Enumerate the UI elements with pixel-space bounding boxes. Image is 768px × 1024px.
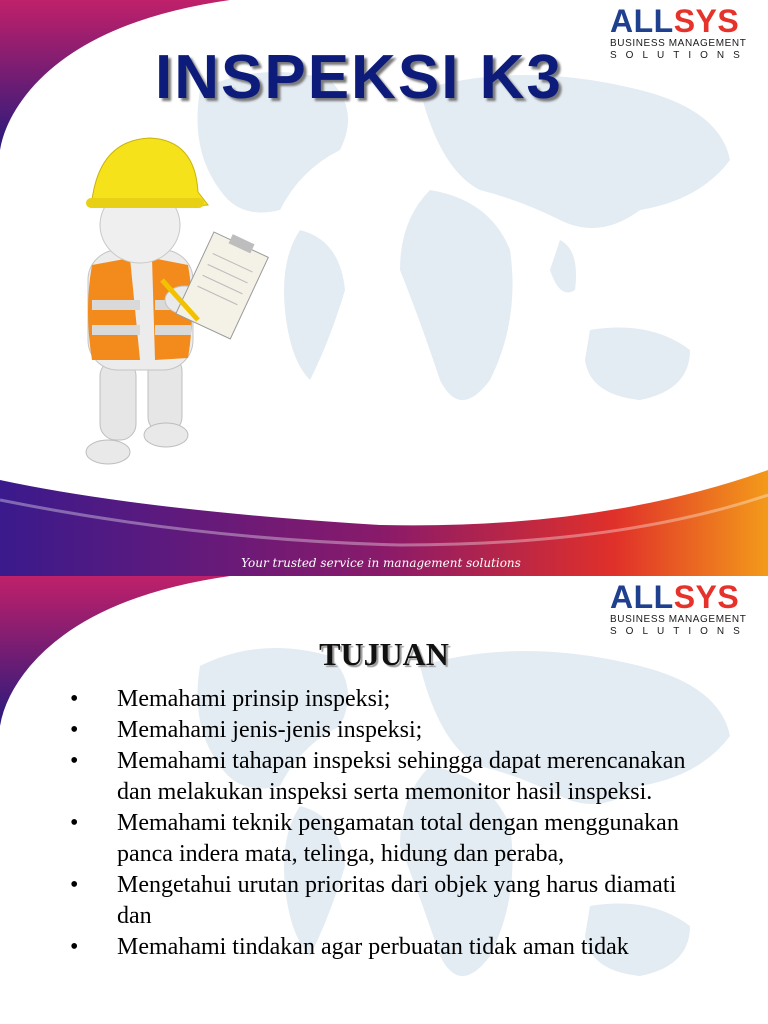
slide-2	[0, 576, 768, 1024]
logo-tagline-business: BUSINESS MANAGEMENT	[610, 38, 747, 49]
bullet-icon: •	[70, 748, 79, 774]
list-item	[70, 808, 710, 870]
list-item	[70, 870, 710, 932]
logo-tagline-business: BUSINESS MANAGEMENT	[610, 614, 747, 625]
safety-inspector-illustration	[70, 130, 270, 475]
bullet-icon: •	[70, 717, 79, 743]
bullet-icon: •	[70, 872, 79, 898]
list-item	[70, 932, 710, 963]
list-item	[70, 746, 710, 808]
list-item-text: Memahami tahapan inspeksi sehingga dapat merencanakan dan melakukan inspeksi serta memonitor hasil inspeksi.	[117, 748, 686, 805]
list-item-text: Memahami prinsip inspeksi;	[117, 686, 391, 712]
bullet-icon: •	[70, 810, 79, 836]
logo-brand-sys: SYS	[673, 579, 740, 615]
slide-title: INSPEKSI K3	[155, 43, 563, 112]
logo-brand-sys: SYS	[673, 3, 740, 39]
bullet-icon: •	[70, 934, 79, 960]
logo-brand-all: ALL	[610, 579, 674, 615]
logo-brand-all: ALL	[610, 3, 674, 39]
list-item	[70, 715, 710, 746]
objectives-list	[70, 684, 710, 963]
slide-tagline: Your trusted service in management solutions	[241, 556, 521, 570]
logo-tagline-solutions: SOLUTIONS	[610, 626, 749, 637]
bullet-icon: •	[70, 686, 79, 712]
list-item-text: Mengetahui urutan prioritas dari objek yang harus diamati dan	[117, 872, 677, 929]
list-item	[70, 684, 710, 715]
slide-title: TUJUAN	[319, 636, 449, 672]
list-item-text: Memahami teknik pengamatan total dengan menggunakan panca indera mata, telinga, hidung dan peraba,	[117, 810, 679, 867]
list-item-text: Memahami tindakan agar perbuatan tidak aman tidak	[117, 934, 629, 960]
allsys-logo	[610, 4, 756, 62]
logo-tagline-solutions: SOLUTIONS	[610, 50, 749, 61]
list-item-text: Memahami jenis-jenis inspeksi;	[117, 717, 423, 743]
allsys-logo	[610, 580, 756, 638]
